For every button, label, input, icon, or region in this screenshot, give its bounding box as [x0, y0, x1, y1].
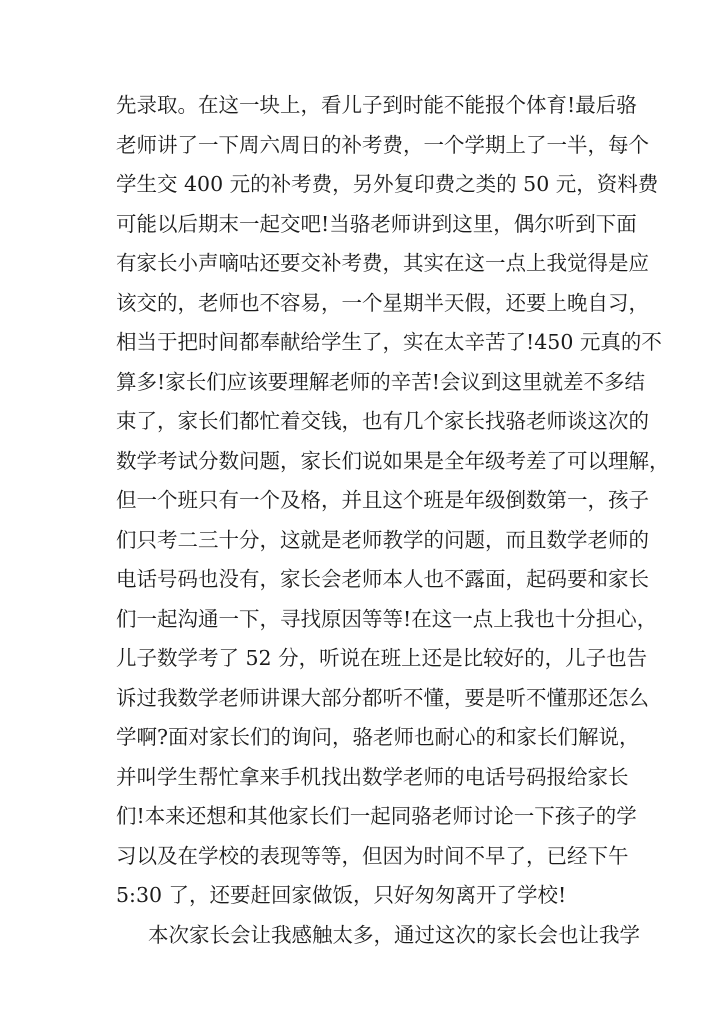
text-line-8: 算多!家长们应该要理解老师的辛苦!会议到这里就差不多结: [116, 370, 645, 394]
text-line-3: 学生交 400 元的补考费，另外复印费之类的 50 元，资料费: [116, 172, 659, 196]
text-line-12: 们只考二三十分，这就是老师教学的问题，而且数学老师的: [116, 528, 649, 552]
text-line-15: 儿子数学考了 52 分，听说在班上还是比较好的，儿子也告: [116, 646, 648, 670]
text-line-20: 习以及在学校的表现等等，但因为时间不早了，已经下午: [116, 844, 629, 868]
text-line-18: 并叫学生帮忙拿来手机找出数学老师的电话号码报给家长: [116, 765, 629, 789]
text-line-6: 该交的，老师也不容易，一个星期半天假，还要上晚自习，: [116, 291, 649, 315]
text-line-5: 有家长小声嘀咕还要交补考费，其实在这一点上我觉得是应: [116, 251, 649, 275]
text-line-4: 可能以后期末一起交吧!当骆老师讲到这里，偶尔听到下面: [116, 212, 637, 236]
text-line-9: 束了，家长们都忙着交钱，也有几个家长找骆老师谈这次的: [116, 409, 649, 433]
text-line-19: 们!本来还想和其他家长们一起同骆老师讨论一下孩子的学: [116, 804, 637, 828]
text-line-14: 们一起沟通一下，寻找原因等等!在这一点上我也十分担心，: [116, 607, 658, 631]
text-line-10: 数学考试分数问题，家长们说如果是全年级考差了可以理解，: [116, 449, 670, 473]
text-line-11: 但一个班只有一个及格，并且这个班是年级倒数第一，孩子: [116, 488, 649, 512]
text-line-22: 本次家长会让我感触太多，通过这次的家长会也让我学: [148, 923, 640, 947]
text-line-16: 诉过我数学老师讲课大部分都听不懂，要是听不懂那还怎么: [116, 686, 649, 710]
text-line-1: 先录取。在这一块上，看儿子到时能不能报个体育!最后骆: [116, 93, 637, 117]
text-line-7: 相当于把时间都奉献给学生了，实在太辛苦了!450 元真的不: [116, 330, 662, 354]
text-line-17: 学啊?面对家长们的询问，骆老师也耐心的和家长们解说，: [116, 725, 640, 749]
text-line-2: 老师讲了一下周六周日的补考费，一个学期上了一半，每个: [116, 133, 649, 157]
text-line-21: 5:30 了，还要赶回家做饭，只好匆匆离开了学校!: [116, 883, 567, 907]
text-line-13: 电话号码也没有，家长会老师本人也不露面，起码要和家长: [116, 567, 649, 591]
